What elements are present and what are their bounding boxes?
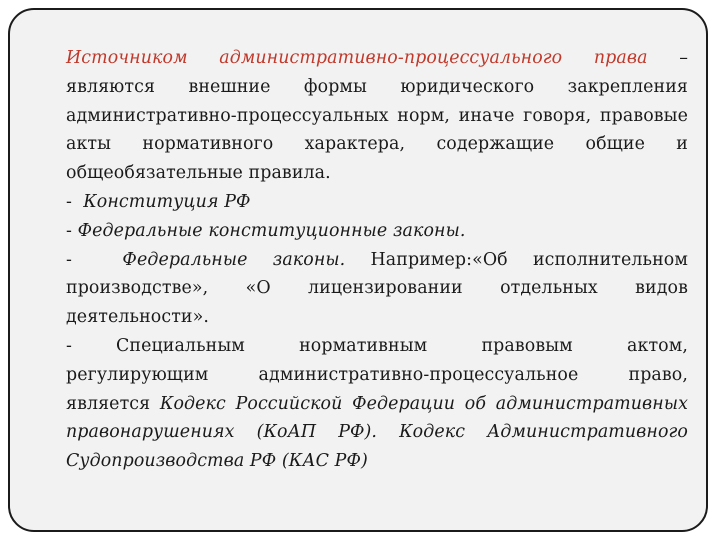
paragraph-definition bbox=[66, 44, 688, 188]
list-item-text: Конституция РФ bbox=[83, 191, 251, 212]
code-names: Кодекс Российской Федерации об административных правонарушениях (КоАП РФ). Кодекс Административного Судопроизводства РФ (КАС РФ) bbox=[66, 393, 688, 472]
list-item-lead: Федеральные законы. bbox=[122, 249, 346, 270]
list-item-constitution bbox=[66, 188, 688, 217]
slide-content bbox=[66, 44, 688, 476]
list-dash: - bbox=[66, 220, 78, 241]
list-dash: - bbox=[66, 191, 84, 212]
list-item-text: Например:«Об исполнительном производстве», «О лицензировании отдельных видов деятельности». bbox=[66, 249, 688, 328]
list-item-text: Специальным нормативным правовым актом, регулирующим административно-процессуальное право, является bbox=[66, 335, 688, 414]
list-dash: - bbox=[66, 335, 72, 356]
list-item-text: Федеральные конституционные законы. bbox=[77, 220, 466, 241]
list-item-federal-laws bbox=[66, 246, 688, 332]
definition-text: являются внешние формы юридического закрепления административно-процессуальных норм, иначе говоря, правовые акты нормативного характера, содержащие общие и общеобязательные правила. bbox=[66, 76, 688, 184]
list-dash: - bbox=[66, 249, 123, 270]
list-item-special-act bbox=[66, 332, 688, 476]
list-item-federal-constitutional-laws bbox=[66, 217, 688, 246]
term-highlight: Источником административно-процессуального права bbox=[66, 48, 648, 68]
definition-dash: – bbox=[647, 48, 688, 68]
